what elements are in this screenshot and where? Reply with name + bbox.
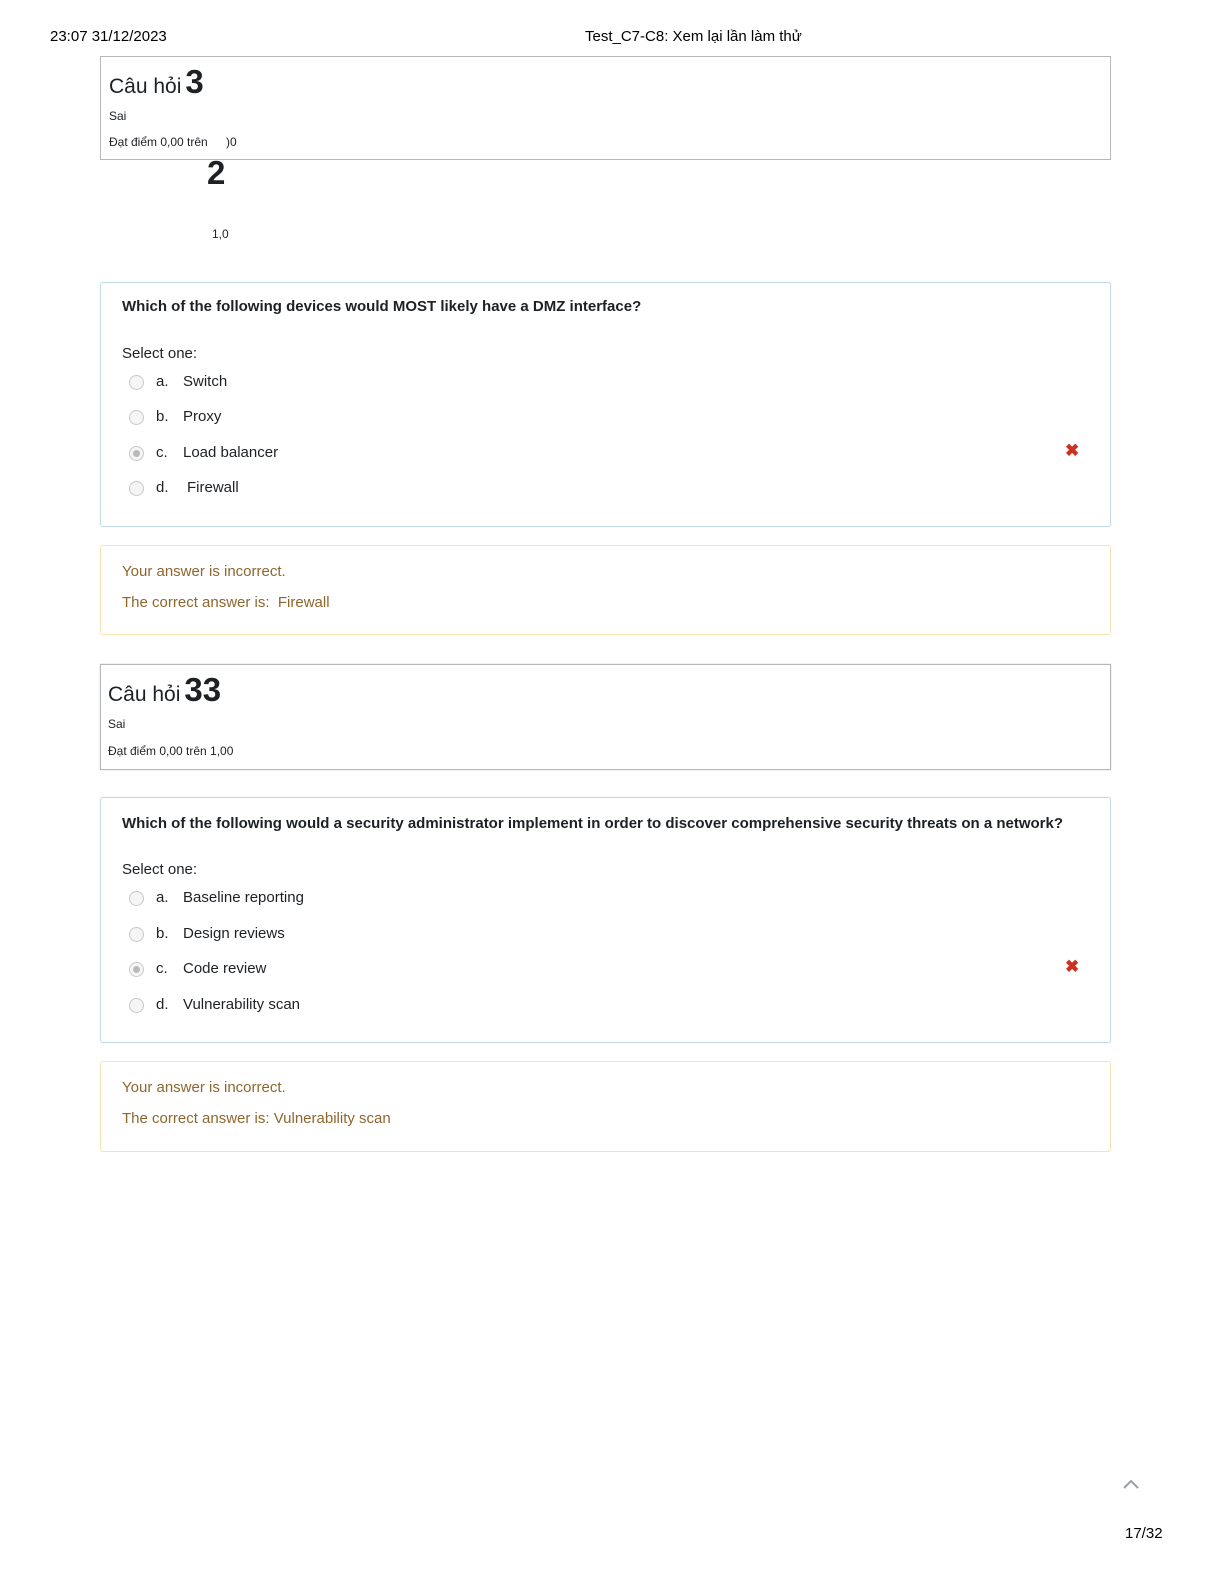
option-text: Load balancer xyxy=(183,444,279,461)
radio-button[interactable] xyxy=(129,375,144,390)
feedback-result: Your answer is incorrect. xyxy=(122,1079,286,1096)
answer-option-b[interactable] xyxy=(129,408,1089,430)
option-text: Switch xyxy=(183,373,228,390)
option-text: Code review xyxy=(183,960,267,977)
option-letter: a. xyxy=(156,373,169,390)
question-text: Which of the following would a security administrator implement in order to discover comprehensive security threats on a network? xyxy=(122,815,1064,832)
radio-button[interactable] xyxy=(129,927,144,942)
answer-option-c[interactable] xyxy=(129,960,1089,982)
close-x-icon: ✖ xyxy=(1065,441,1080,460)
feedback-box xyxy=(100,545,1111,635)
radio-button-selected[interactable] xyxy=(129,446,144,461)
answer-option-a[interactable] xyxy=(129,373,1089,395)
close-x-icon: ✖ xyxy=(1065,957,1080,976)
radio-button-selected[interactable] xyxy=(129,962,144,977)
option-text: Baseline reporting xyxy=(183,889,304,906)
radio-button[interactable] xyxy=(129,891,144,906)
print-header xyxy=(0,28,1225,50)
question-number: 33 xyxy=(184,671,222,708)
page-number: 17/32 xyxy=(1125,1525,1163,1542)
chevron-up-icon[interactable] xyxy=(1122,1478,1138,1494)
option-text: Design reviews xyxy=(183,925,285,942)
feedback-correct-answer: The correct answer is: Firewall xyxy=(122,594,330,611)
option-text: Proxy xyxy=(183,408,222,425)
answer-option-d[interactable] xyxy=(129,996,1089,1018)
question-heading xyxy=(109,63,204,101)
option-letter: d. xyxy=(156,996,169,1013)
question-content xyxy=(100,282,1111,527)
question-grade: Đạt điểm 0,00 trên 1,00 xyxy=(108,744,234,758)
grade-fragment: )0 xyxy=(226,135,237,149)
option-letter: a. xyxy=(156,889,169,906)
option-letter: b. xyxy=(156,925,169,942)
grade-overflow: 1,0 xyxy=(212,227,229,241)
question-state: Sai xyxy=(109,109,127,123)
print-title: Test_C7-C8: Xem lại lần làm thử xyxy=(585,28,802,45)
question-content xyxy=(100,797,1111,1043)
print-timestamp: 23:07 31/12/2023 xyxy=(50,28,167,45)
question-label: Câu hỏi xyxy=(109,75,182,98)
feedback-box xyxy=(100,1061,1111,1152)
option-letter: d. xyxy=(156,479,169,496)
select-one-prompt: Select one: xyxy=(122,861,198,878)
grade-text: Đạt điểm 0,00 trên xyxy=(109,135,208,149)
feedback-correct-answer: The correct answer is: Vulnerability scan xyxy=(122,1110,391,1127)
question-grade xyxy=(109,135,237,149)
radio-button[interactable] xyxy=(129,481,144,496)
question-info-box xyxy=(100,56,1111,160)
question-state: Sai xyxy=(108,717,126,731)
radio-button[interactable] xyxy=(129,998,144,1013)
radio-button[interactable] xyxy=(129,410,144,425)
answer-option-c[interactable] xyxy=(129,444,1089,466)
question-number: 3 xyxy=(185,63,204,100)
answer-option-d[interactable] xyxy=(129,479,1089,501)
option-letter: c. xyxy=(156,444,168,461)
feedback-result: Your answer is incorrect. xyxy=(122,563,286,580)
answer-option-b[interactable] xyxy=(129,925,1089,947)
option-text: Vulnerability scan xyxy=(183,996,301,1013)
option-letter: c. xyxy=(156,960,168,977)
answer-option-a[interactable] xyxy=(129,889,1089,911)
question-number-overflow: 2 xyxy=(207,154,226,191)
question-label: Câu hỏi xyxy=(108,683,181,706)
option-letter: b. xyxy=(156,408,169,425)
option-text: Firewall xyxy=(187,479,239,496)
select-one-prompt: Select one: xyxy=(122,345,198,362)
question-info-box xyxy=(100,664,1111,770)
question-text: Which of the following devices would MOST likely have a DMZ interface? xyxy=(122,298,642,315)
question-heading xyxy=(108,671,221,709)
